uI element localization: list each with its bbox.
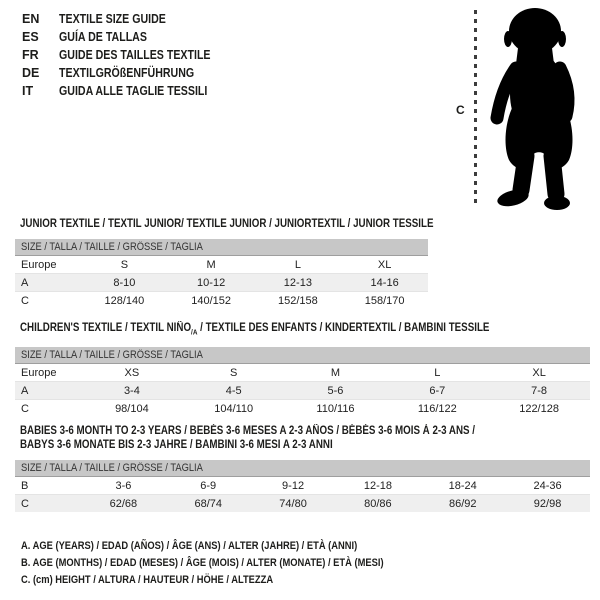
table-row xyxy=(15,477,590,495)
size-table-babies xyxy=(15,424,590,512)
size-grid xyxy=(15,256,428,309)
language-row xyxy=(22,82,237,100)
cell-value: 4-5 xyxy=(225,384,242,397)
row-label: A xyxy=(21,384,29,397)
language-title: GUÍA DE TALLAS xyxy=(59,30,147,44)
cell-value: 74/80 xyxy=(279,497,307,510)
cell-value: 110/116 xyxy=(316,402,355,415)
language-row xyxy=(22,64,237,82)
size-header-bar: SIZE / TALLA / TAILLE / GRÖSSE / TAGLIA xyxy=(15,239,428,256)
table-title: CHILDREN'S TEXTILE / TEXTIL $NIÑO_{/A}$ / TEXTILE DES ENFANTS / KINDERTEXTIL / BAMBINI TESSILE xyxy=(20,322,490,337)
language-title: GUIDA ALLE TAGLIE TESSILI xyxy=(59,84,208,98)
language-code: DE xyxy=(22,66,40,80)
cell-value: 9-12 xyxy=(282,479,305,492)
language-row xyxy=(22,46,237,64)
size-header-bar: SIZE / TALLA / TAILLE / GRÖSSE / TAGLIA xyxy=(15,460,590,477)
language-code: FR xyxy=(22,48,39,62)
row-label: A xyxy=(21,276,29,289)
cell-value: 140/152 xyxy=(191,294,231,307)
table-row xyxy=(15,274,428,292)
size-grid xyxy=(15,364,590,417)
cell-value: 14-16 xyxy=(370,276,399,289)
language-title: TEXTILE SIZE GUIDE xyxy=(59,12,166,26)
cell-value: 92/98 xyxy=(533,497,562,510)
cell-value: 3-4 xyxy=(123,384,140,397)
size-table-children xyxy=(15,321,590,417)
cell-value: 122/128 xyxy=(519,402,559,415)
cell-value: 5-6 xyxy=(327,384,344,397)
cell-value: XL xyxy=(532,366,546,379)
cell-value: 116/122 xyxy=(417,402,457,415)
cell-value: 98/104 xyxy=(115,402,149,415)
cell-value: L xyxy=(294,258,301,271)
table-row xyxy=(15,292,428,310)
cell-value: 8-10 xyxy=(113,276,136,289)
row-label: B xyxy=(21,479,29,492)
language-code: ES xyxy=(22,30,39,44)
cell-value: 86/92 xyxy=(448,497,477,510)
cell-value: XS xyxy=(124,366,140,379)
table-row xyxy=(15,382,590,400)
cell-value: 68/74 xyxy=(194,497,222,510)
cell-value: 158/170 xyxy=(364,294,405,307)
size-grid xyxy=(15,477,590,512)
table-row xyxy=(15,364,590,382)
cell-value: 152/158 xyxy=(277,294,318,307)
cell-value: 7-8 xyxy=(531,384,548,397)
language-code: EN xyxy=(22,12,40,26)
row-label: Europe xyxy=(21,258,57,271)
row-label: C xyxy=(21,402,29,415)
legend-note-a: A. AGE (YEARS) / EDAD (AÑOS) / ÂGE (ANS) / ALTER (JAHRE) / ETÀ (ANNI) xyxy=(21,540,358,552)
size-table-junior xyxy=(15,217,434,309)
legend-note-c: C. (cm) HEIGHT / ALTURA / HAUTEUR / HÖHE / ALTEZZA xyxy=(21,574,274,586)
cell-value: 128/140 xyxy=(104,294,145,307)
cell-value: L xyxy=(434,366,441,379)
size-header-bar: SIZE / TALLA / TAILLE / GRÖSSE / TAGLIA xyxy=(15,347,590,364)
row-label: C xyxy=(21,294,29,307)
baby-silhouette-icon xyxy=(488,6,593,212)
cell-value: 6-7 xyxy=(429,384,446,397)
table-row xyxy=(15,400,590,418)
row-label: C xyxy=(21,497,29,510)
table-title: JUNIOR TEXTILE / TEXTIL JUNIOR/ TEXTILE JUNIOR / JUNIORTEXTIL / JUNIOR TESSILE xyxy=(20,218,434,230)
height-label-c: C xyxy=(456,103,465,117)
cell-value: S xyxy=(230,366,238,379)
table-row xyxy=(15,495,590,513)
table-title: BABIES 3-6 MONTH TO 2-3 YEARS / BEBÉS 3-6 MESES A 2-3 AÑOS / BÉBÉS 3-6 MOIS À 2-3 ANS /BABYS 3-6 MONATE BIS 2-3 JAHRE / BAMBINI 3-6 MESI A 2-3 ANNI xyxy=(20,425,476,451)
cell-value: S xyxy=(120,258,129,271)
cell-value: M xyxy=(330,366,341,379)
cell-value: 62/68 xyxy=(109,497,138,510)
cell-value: XL xyxy=(377,258,392,271)
language-title: GUIDE DES TAILLES TEXTILE xyxy=(59,48,211,62)
legend-note-b: B. AGE (MONTHS) / EDAD (MESES) / ÂGE (MOIS) / ALTER (MONATE) / ETÀ (MESI) xyxy=(21,557,384,569)
cell-value: 6-9 xyxy=(200,479,217,492)
row-label: Europe xyxy=(21,366,57,379)
cell-value: 80/86 xyxy=(364,497,392,510)
dotted-height-line xyxy=(474,10,477,208)
language-row xyxy=(22,10,237,28)
cell-value: 10-12 xyxy=(197,276,226,289)
table-row xyxy=(15,256,428,274)
legend-notes xyxy=(21,538,448,589)
language-title-list xyxy=(22,10,237,100)
cell-value: 104/110 xyxy=(214,402,254,415)
language-code: IT xyxy=(22,84,34,98)
cell-value: 12-18 xyxy=(363,479,392,492)
language-row xyxy=(22,28,237,46)
cell-value: 3-6 xyxy=(115,479,132,492)
cell-value: 24-36 xyxy=(533,479,562,492)
cell-value: M xyxy=(206,258,216,271)
language-title: TEXTILGRÖßENFÜHRUNG xyxy=(59,66,195,80)
cell-value: 18-24 xyxy=(448,479,477,492)
cell-value: 12-13 xyxy=(283,276,312,289)
